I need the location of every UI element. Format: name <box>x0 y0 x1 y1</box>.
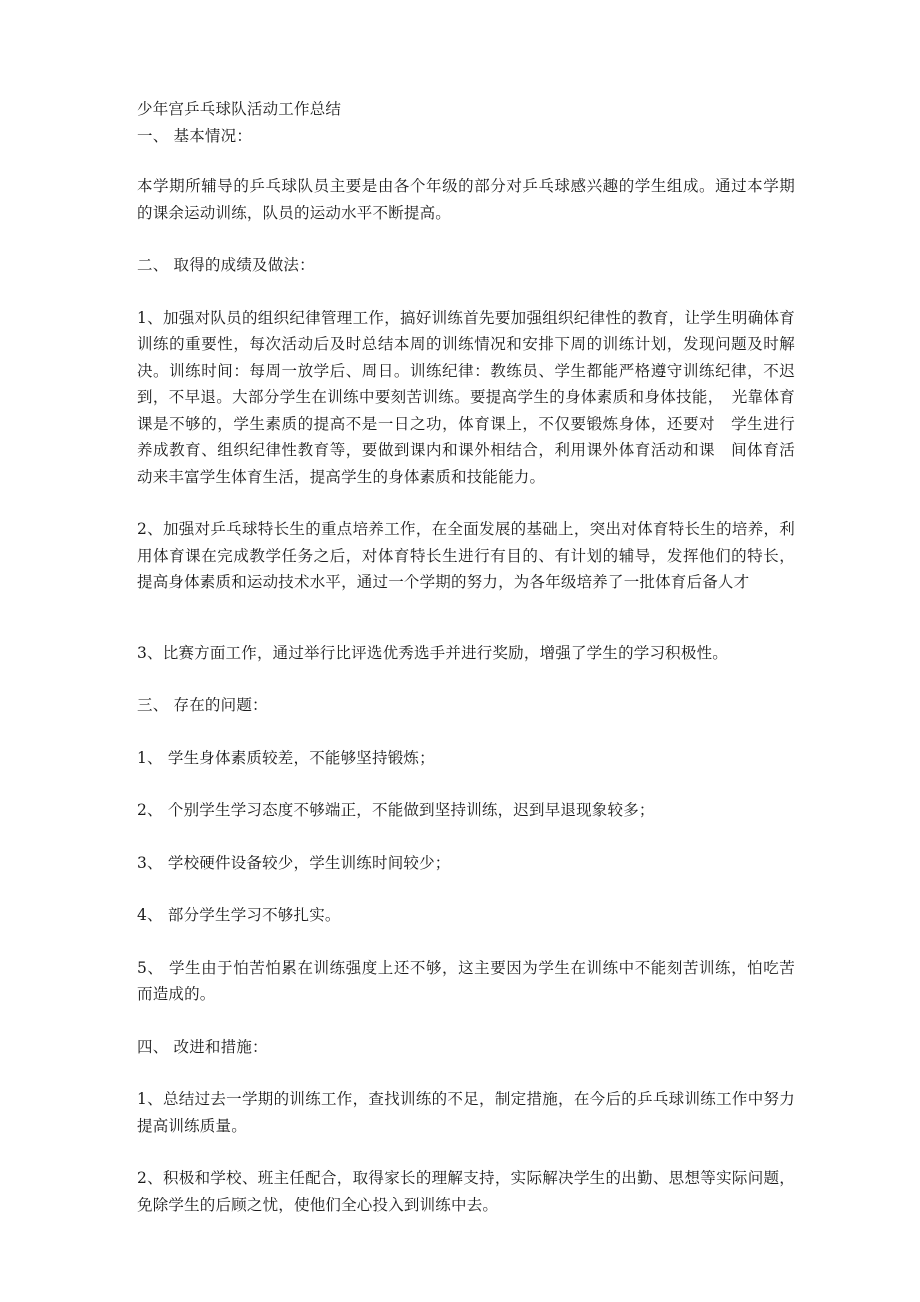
spacer <box>137 279 795 305</box>
spacer <box>137 876 795 902</box>
spacer <box>137 1008 795 1034</box>
section-4-heading: 四、 改进和措施： <box>137 1037 268 1056</box>
document-title: 少年宫乒乓球队活动工作总结 <box>137 100 342 118</box>
spacer <box>137 226 795 252</box>
section-2-item-2: 2、加强对乒乓球特长生的重点培养工作，在全面发展的基础上，突出对体育特长生的培养，利用体育课在完成教学任务之后，对体育特长生进行有目的、有计划的辅导，发挥他们的特长，提高身体素质和运动技术水平，通过一个学期的努力，为各年级培养了一批体育后备人才 <box>137 520 795 591</box>
spacer <box>137 824 795 850</box>
document-page <box>137 96 795 1218</box>
section-1-body: 本学期所辅导的乒乓球队员主要是由各个年级的部分对乒乓球感兴趣的学生组成。通过本学期的课余运动训练，队员的运动水平不断提高。 <box>137 177 795 222</box>
section-2-item-1: 1、加强对队员的组织纪律管理工作，搞好训练首先要加强组织纪律性的教育，让学生明确体育训练的重要性，每次活动后及时总结本周的训练情况和安排下周的训练计划，发现问题及时解决。训练时间：每周一放学后、周日。训练纪律：教练员、学生都能严格遵守训练纪律，不迟到，不早退。大部分学生在训练中要刻苦训练。要提高学生的身体素质和身体技能， 光靠体育课是不够的，学生素质的提高不是一日之功，体育课上，不仅要锻炼身体，还要对 学生进行养成教育、组织纪律性教育等，要做到课内和课外相结合，利用课外体育活动和课 间体育活动来丰富学生体育生活，提高学生的身体素质和技能能力。 <box>137 308 795 486</box>
section-1-heading: 一、 基本情况： <box>137 126 253 145</box>
section-3-heading: 三、 存在的问题： <box>137 696 268 714</box>
section-2-item-3: 3、比赛方面工作，通过举行比评选优秀选手并进行奖励，增强了学生的学习积极性。 <box>137 643 728 662</box>
spacer <box>137 149 795 173</box>
section-3-item-2: 2、 个别学生学习态度不够端正，不能做到坚持训练，迟到早退现象较多； <box>137 801 655 819</box>
section-3-item-5: 5、 学生由于怕苦怕累在训练强度上还不够，这主要因为学生在训练中不能刻苦训练，怕吃苦而造成的。 <box>137 958 795 1003</box>
section-3-item-3: 3、 学校硬件设备较少，学生训练时间较少； <box>137 853 451 872</box>
section-2-heading: 二、 取得的成绩及做法： <box>137 256 315 274</box>
spacer <box>137 490 795 516</box>
spacer <box>137 771 795 797</box>
spacer <box>137 1139 795 1165</box>
section-4-item-1: 1、总结过去一学期的训练工作，查找训练的不足，制定措施，在今后的乒乓球训练工作中努力提高训练质量。 <box>137 1090 795 1135</box>
section-3-item-1: 1、 学生身体素质较差，不能够坚持锻炼； <box>137 748 435 767</box>
spacer <box>137 666 795 692</box>
section-4-item-2: 2、积极和学校、班主任配合，取得家长的理解支持，实际解决学生的出勤、思想等实际问题，免除学生的后顾之忧，使他们全心投入到训练中去。 <box>137 1169 795 1214</box>
spacer <box>137 1060 795 1086</box>
spacer <box>137 596 795 640</box>
section-3-item-4: 4、 部分学生学习不够扎实。 <box>137 906 341 924</box>
spacer <box>137 929 795 955</box>
spacer <box>137 719 795 745</box>
